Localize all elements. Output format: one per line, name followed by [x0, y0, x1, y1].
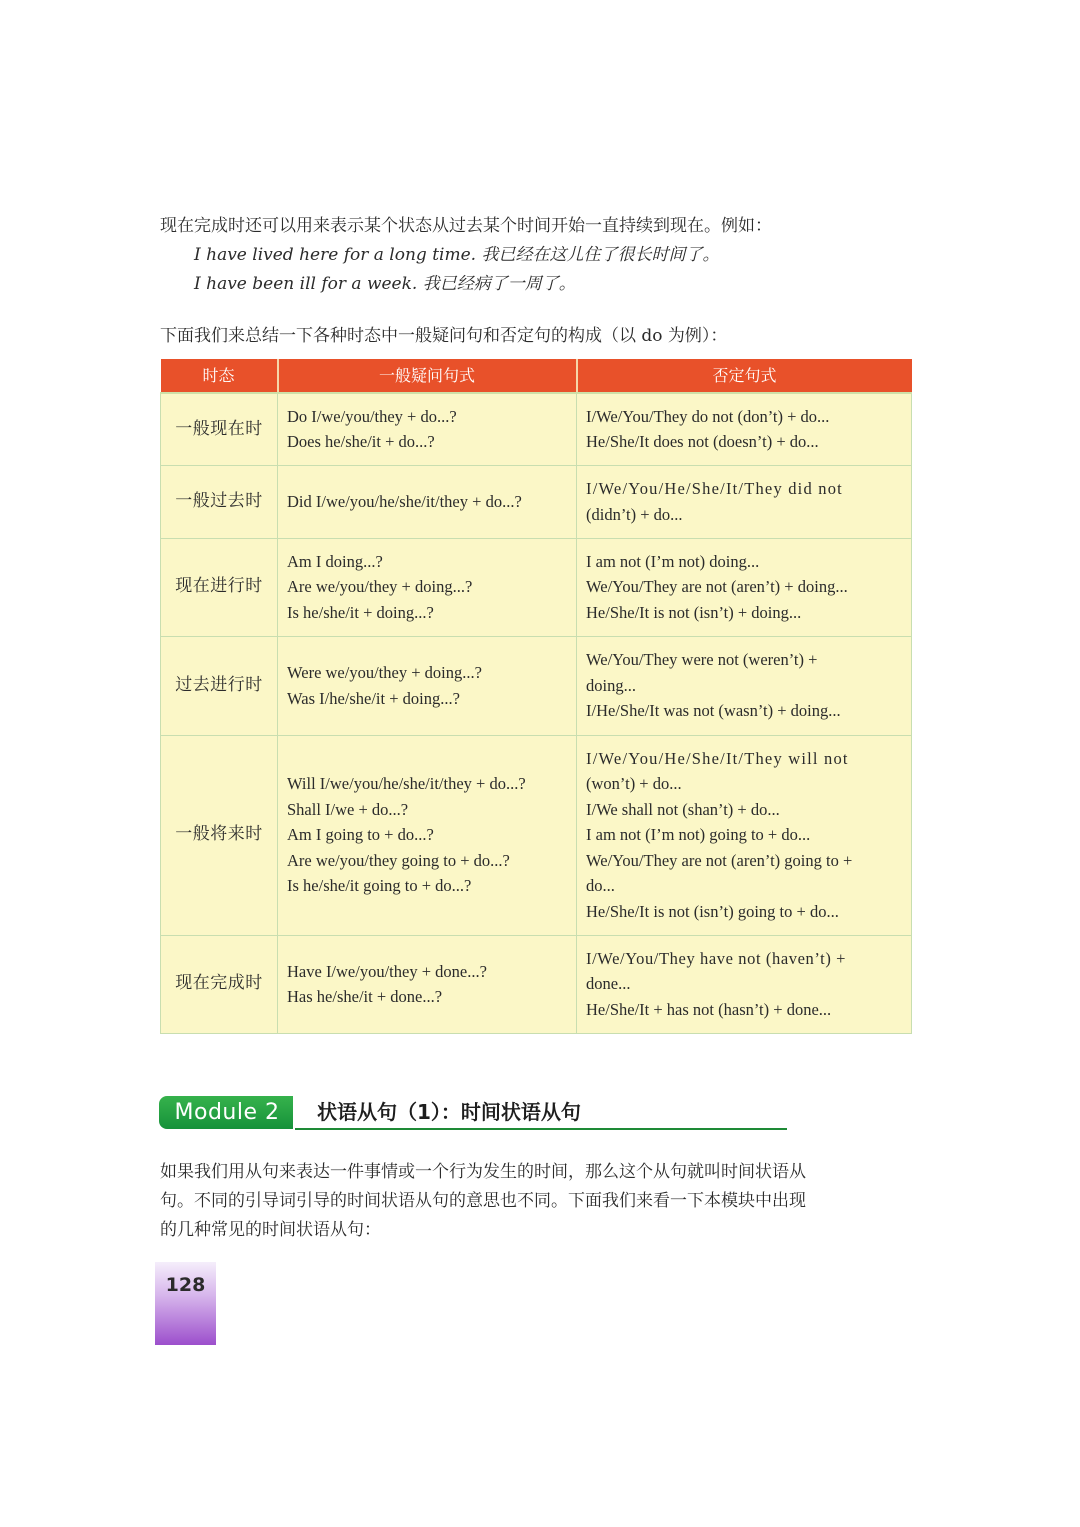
- negative-line: We/You/They were not (weren’t) +: [586, 650, 818, 670]
- question-line: Was I/he/she/it + doing...?: [287, 688, 460, 708]
- negative-line: I/We/You/He/She/It/They will not: [586, 748, 849, 768]
- question-line: Are we/you/they going to + do...?: [287, 850, 510, 870]
- negative-line: He/She/It is not (isn’t) going to + do...: [586, 901, 839, 921]
- negative-line: He/She/It does not (doesn’t) + do...: [586, 432, 819, 452]
- question-cell: [278, 538, 577, 636]
- negative-line: I am not (I’m not) going to + do...: [586, 825, 811, 845]
- example-chinese: 我已经在这儿住了很长时间了。: [481, 245, 720, 265]
- question-line: Is he/she/it going to + do...?: [287, 876, 472, 896]
- table-row: [161, 465, 912, 538]
- table-header-row: [161, 359, 912, 393]
- question-cell: [278, 935, 577, 1033]
- header-tense: 时态: [161, 359, 278, 393]
- tense-cell: 现在完成时: [161, 935, 278, 1033]
- negative-line: I/We/You/He/She/It/They did not: [586, 479, 843, 498]
- negative-line: I/We shall not (shan’t) + do...: [586, 799, 780, 819]
- negative-line: doing...: [586, 675, 636, 695]
- negative-line: He/She/It is not (isn’t) + doing...: [586, 602, 802, 622]
- module-badge: Module 2: [159, 1096, 295, 1129]
- negative-cell: [577, 935, 912, 1033]
- negative-cell: [577, 393, 912, 465]
- table-row: [161, 393, 912, 465]
- negative-line: (won’t) + do...: [586, 774, 682, 794]
- module-title: 状语从句（1）：时间状语从句: [317, 1100, 581, 1124]
- tense-cell: 一般将来时: [161, 735, 278, 935]
- question-line: Am I doing...?: [287, 551, 383, 571]
- question-line: Have I/we/you/they + done...?: [287, 961, 487, 981]
- question-line: Has he/she/it + done...?: [287, 987, 443, 1006]
- question-line: Does he/she/it + do...?: [287, 432, 435, 452]
- tense-summary-table: [160, 359, 912, 1034]
- question-line: Shall I/we + do...?: [287, 799, 409, 819]
- question-line: Is he/she/it + doing...?: [287, 602, 434, 622]
- intro-sentence: 现在完成时还可以用来表示某个状态从过去某个时间开始一直持续到现在。例如：: [160, 216, 772, 236]
- header-question: 一般疑问句式: [278, 359, 577, 393]
- table-row: [161, 735, 912, 935]
- module-heading: [159, 1095, 789, 1133]
- tense-cell: 过去进行时: [161, 636, 278, 735]
- table-row: [161, 538, 912, 636]
- table-row: [161, 636, 912, 735]
- example-sentence: [160, 270, 920, 299]
- question-line: Were we/you/they + doing...?: [287, 663, 482, 682]
- module-paragraph: [160, 1158, 912, 1245]
- negative-line: He/She/It + has not (hasn’t) + done...: [586, 999, 832, 1019]
- tense-cell: 现在进行时: [161, 538, 278, 636]
- question-cell: [278, 735, 577, 935]
- page-number: 128: [165, 1274, 206, 1296]
- tense-cell: 一般现在时: [161, 393, 278, 465]
- paragraph-line: 的几种常见的时间状语从句：: [160, 1220, 381, 1240]
- example-sentence: [160, 241, 920, 270]
- question-line: Am I going to + do...?: [287, 825, 434, 845]
- question-cell: [278, 465, 577, 538]
- question-line: Will I/we/you/he/she/it/they + do...?: [287, 774, 526, 794]
- negative-line: I/We/You/They have not (haven’t) +: [586, 948, 847, 968]
- negative-line: do...: [586, 876, 615, 896]
- example-english: I have been ill for a week.: [194, 274, 418, 294]
- negative-cell: [577, 636, 912, 735]
- negative-line: (didn’t) + do...: [586, 504, 683, 524]
- paragraph-line: 句。不同的引导词引导的时间状语从句的意思也不同。下面我们来看一下本模块中出现: [160, 1191, 806, 1211]
- negative-line: I/We/You/They do not (don’t) + do...: [586, 406, 830, 426]
- negative-line: I/He/She/It was not (wasn’t) + doing...: [586, 701, 841, 721]
- tense-cell: 一般过去时: [161, 465, 278, 538]
- negative-cell: [577, 538, 912, 636]
- example-english: I have lived here for a long time.: [194, 245, 477, 265]
- negative-cell: [577, 465, 912, 538]
- header-negative: 否定句式: [577, 359, 912, 393]
- negative-line: We/You/They are not (aren’t) going to +: [586, 850, 853, 870]
- negative-cell: [577, 735, 912, 935]
- question-line: Do I/we/you/they + do...?: [287, 406, 457, 426]
- intro-block: [160, 212, 920, 299]
- negative-line: done...: [586, 974, 631, 994]
- question-line: Are we/you/they + doing...?: [287, 577, 473, 597]
- question-cell: [278, 393, 577, 465]
- negative-line: I am not (I’m not) doing...: [586, 551, 760, 571]
- question-cell: [278, 636, 577, 735]
- page-number-tab: [155, 1262, 216, 1345]
- table-row: [161, 935, 912, 1033]
- module-underline: [295, 1128, 787, 1130]
- question-line: Did I/we/you/he/she/it/they + do...?: [287, 491, 522, 511]
- summary-sentence: 下面我们来总结一下各种时态中一般疑问句和否定句的构成（以 do 为例）：: [160, 326, 728, 346]
- example-chinese: 我已经病了一周了。: [422, 274, 576, 294]
- negative-line: We/You/They are not (aren’t) + doing...: [586, 577, 848, 597]
- paragraph-line: 如果我们用从句来表达一件事情或一个行为发生的时间，那么这个从句就叫时间状语从: [160, 1162, 806, 1182]
